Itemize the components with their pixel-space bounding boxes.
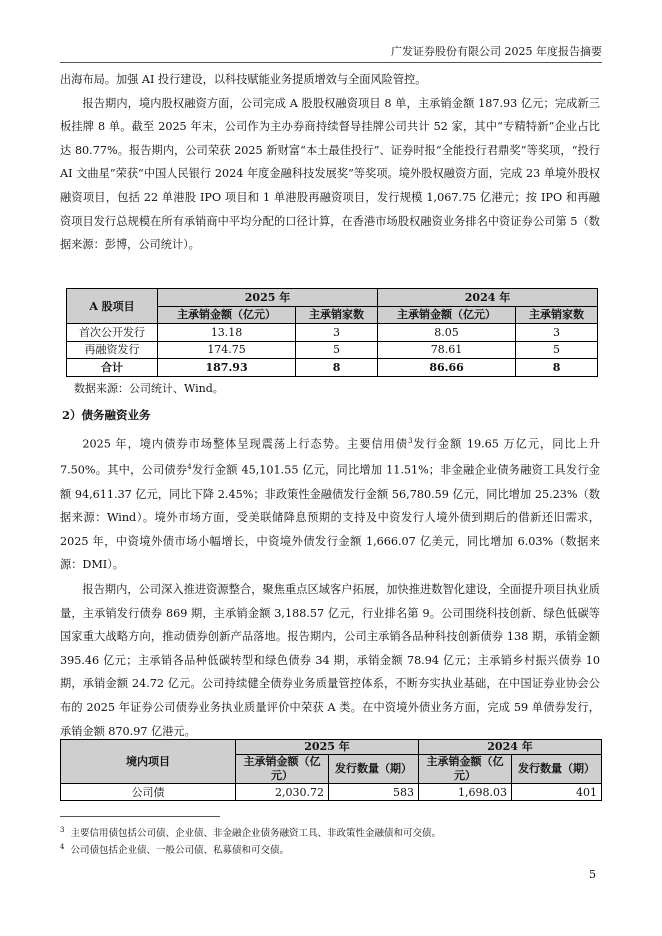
table-header-count: 主承销家数 (296, 306, 378, 324)
footnote (60, 840, 289, 858)
cell-value: 1,698.03 (419, 784, 512, 801)
paragraph: 报告期内，公司深入推进资源整合，聚焦重点区域客户拓展，加快推进数智化建设，全面提升项目执业质量，主承销发行债券 869 期，主承销金额 3,188.57 亿元，行业排名第 9。公司围绕科技创新、绿色低碳等国家重大战略方向，推动债券创新产品落地。报告期内，公司主承销各品种科技创新债券 138 期，承销金额 395.46 亿元；主承销各品种低碳转型和绿色债券 34 期，承销金额 78.94 亿元；主承销乡村振兴债券 10 期，承销金额 24.72 亿元。公司持续健全债券业务质量管控体系，不断夯实执业基础，在中国证券业协会公布的 2025 年证券公司债券业务执业质量评价中荣获 A 类。在中资境外债业务方面，完成 59 单债券发行，承销金额 870.97 亿港元。 (60, 583, 600, 738)
table-row (67, 324, 598, 342)
section-title: 2）债务融资业务 (62, 408, 151, 422)
table-header-project: 境内项目 (61, 740, 236, 784)
row-label: 再融资发行 (67, 341, 158, 359)
table-header-count: 主承销家数 (516, 306, 598, 324)
data-source-note: 数据来源：公司统计、Wind。 (74, 382, 224, 395)
paragraph: 出海布局。加强 AI 投行建设，以科技赋能业务提质增效与全面风险管控。 (60, 73, 427, 86)
paragraph: 报告期内，境内股权融资方面，公司完成 A 股股权融资项目 8 单，主承销金额 187.93 亿元；完成新三板挂牌 8 单。截至 2025 年末，公司作为主办券商持续督导挂牌公司共计 52 家，其中“专精特新”企业占比达 80.77%。报告期内，公司荣获 2025 新财富“本土最佳投行”、证券时报“全能投行君鼎奖”等奖项，“投行 AI 文曲星”荣获“中国人民银行 2024 年度金融科技发展奖”等奖项。境外股权融资方面，完成 23 单境外股权融资项目，包括 22 单港股 IPO 项目和 1 单港股再融资项目，发行规模 1,067.75 亿港元；按 IPO 和再融资项目发行总规模在所有承销商中平均分配的口径计算，在香港市场股权融资业务排名中资证券公司第 5（数据来源：彭博，公司统计）。 (60, 96, 600, 252)
cell-value: 8 (516, 359, 598, 377)
cell-value: 8 (296, 359, 378, 377)
table-total-row (67, 359, 598, 377)
cell-value: 5 (516, 341, 598, 359)
cell-value: 8.05 (377, 324, 515, 342)
table-header-year-2025: 2025 年 (236, 740, 419, 755)
table-row (61, 784, 602, 801)
row-label: 公司债 (61, 784, 236, 801)
text-segment: 发行金额 45,101.55 亿元，同比增加 11.51%；非金融企业债务融资工具发行金额 94,611.37 亿元，同比下降 2.45%；非政策性金融债发行金额 56,780.59 亿元，同比增加 25.23%（数据来源：Wind）。境外市场方面，受美联储降息预期的支持及中资发行人境外债到期后的借新还旧需求，2025 年，中资境外债市场小幅增长，中资境外债发行金额 1,666.07 亿美元，同比增加 6.03%（数据来源：DMI）。 (60, 464, 601, 572)
footnote-text: 主要信用债包括公司债、企业债、非金融企业债务融资工具、非政策性金融债和可交债。 (70, 828, 442, 840)
table-header-amount: 主承销金额（亿元） (158, 306, 296, 324)
table-header-amount: 主承销金额（亿元） (419, 755, 512, 784)
cell-value: 3 (516, 324, 598, 342)
footnote-divider (60, 816, 220, 817)
row-label: 首次公开发行 (67, 324, 158, 342)
paragraph (60, 430, 600, 577)
cell-value: 3 (296, 324, 378, 342)
cell-value: 401 (512, 784, 602, 801)
footnote (60, 823, 441, 841)
cell-value: 78.61 (377, 341, 515, 359)
table-header-year-2025: 2025 年 (158, 289, 378, 307)
table-header-amount: 主承销金额（亿元） (377, 306, 515, 324)
cell-value: 13.18 (158, 324, 296, 342)
cell-value: 2,030.72 (236, 784, 329, 801)
cell-value: 583 (329, 784, 419, 801)
footnote-ref: 3 (408, 437, 413, 445)
table-header-amount: 主承销金额（亿元） (236, 755, 329, 784)
text-segment: 发行金额 19.65 万亿元，同比上升 7.50%。其中，公司债券 (60, 437, 601, 478)
row-label: 合计 (67, 359, 158, 377)
header-title: 广发证券股份有限公司 2025 年度报告摘要 (391, 45, 602, 58)
footnote-text: 公司债包括企业债、一般公司债、私募债和可交债。 (70, 845, 290, 857)
table-header-count: 发行数量（期） (329, 755, 419, 784)
cell-value: 86.66 (377, 359, 515, 377)
page-header (60, 44, 602, 63)
cell-value: 187.93 (158, 359, 296, 377)
cell-value: 174.75 (158, 341, 296, 359)
footnote-ref: 4 (187, 463, 192, 472)
table-header-project: A 股项目 (67, 289, 158, 324)
footnote-mark: 3 (60, 826, 65, 834)
equity-financing-section (60, 68, 600, 257)
table-header-count: 发行数量（期） (512, 755, 602, 784)
debt-financing-section (60, 430, 600, 743)
a-share-underwriting-table (66, 288, 598, 377)
table-header-year-2024: 2024 年 (419, 740, 602, 755)
page-number: 5 (589, 868, 596, 881)
table-header-year-2024: 2024 年 (377, 289, 597, 307)
footnote-mark: 4 (60, 843, 65, 851)
text-segment: 2025 年，境内债券市场整体呈现震荡上行态势。主要信用债 (82, 437, 409, 451)
cell-value: 5 (296, 341, 378, 359)
domestic-bond-table (60, 739, 602, 801)
table-row (67, 341, 598, 359)
